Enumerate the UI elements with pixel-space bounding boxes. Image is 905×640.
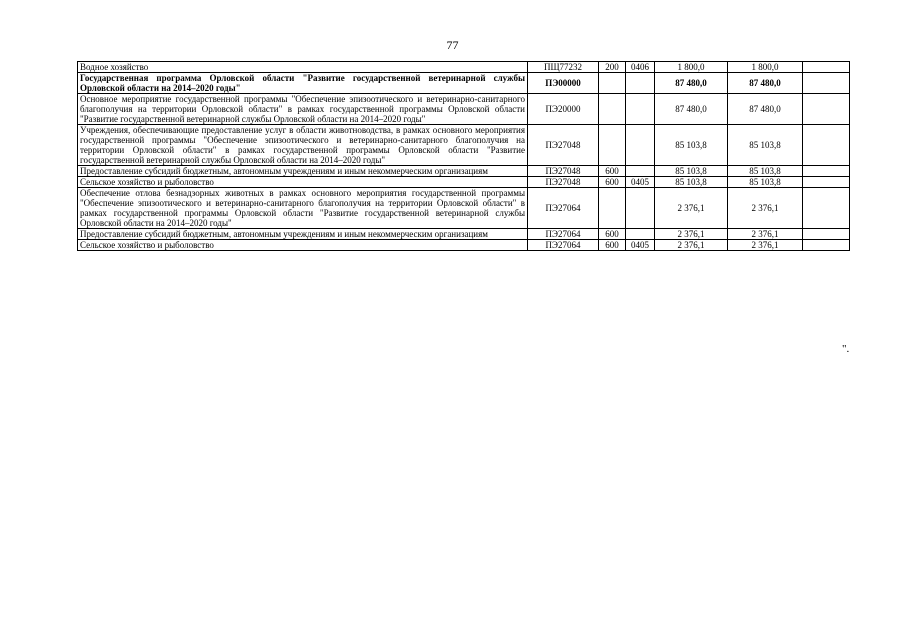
amount-cell: 87 480,0: [655, 73, 728, 94]
program-code-cell: ПЭ27064: [528, 240, 599, 251]
amount-cell: 2 376,1: [655, 188, 728, 229]
program-code-cell: ПЭ00000: [528, 73, 599, 94]
amount-cell: 2 376,1: [728, 240, 803, 251]
section-code-cell: [626, 166, 655, 177]
table-row: [78, 188, 850, 229]
amount-cell: 87 480,0: [655, 94, 728, 125]
table-row: [78, 125, 850, 166]
amount-cell: 1 800,0: [655, 62, 728, 73]
section-code-cell: [626, 188, 655, 229]
section-code-cell: [626, 229, 655, 240]
row-name-cell: Учреждения, обеспечивающие предоставление услуг в области животноводства, в рамках основного мероприятия государственной программы "Обеспечение эпизоотического и ветеринарно-санитарного благополучия на территории Орловской области" в рамках государственной программы Орловской области "Развитие государственной ветеринарной службы Орловской области на 2014–2020 годы": [78, 125, 528, 166]
program-code-cell: ПЭ27064: [528, 229, 599, 240]
row-name-cell: Основное мероприятие государственной программы "Обеспечение эпизоотического и ветеринарно-санитарного благополучия на территории Орловской области" в рамках государственной программы Орловской области "Развитие государственной ветеринарной службы Орловской области на 2014–2020 годы": [78, 94, 528, 125]
amount-cell: 2 376,1: [655, 229, 728, 240]
closing-quote: ".: [842, 343, 850, 355]
extra-amount-cell: [803, 166, 850, 177]
row-name-cell: Предоставление субсидий бюджетным, автономным учреждениям и иным некоммерческим организациям: [78, 166, 528, 177]
amount-cell: 85 103,8: [655, 166, 728, 177]
amount-cell: 85 103,8: [728, 177, 803, 188]
table-row: [78, 229, 850, 240]
row-name-cell: Обеспечение отлова безнадзорных животных в рамках основного мероприятия государственной программы "Обеспечение эпизоотического и ветеринарно-санитарного благополучия на территории Орловской области" в рамках государственной программы Орловской области "Развитие государственной ветеринарной службы Орловской области на 2014–2020 годы": [78, 188, 528, 229]
table-row: [78, 73, 850, 94]
budget-table: [77, 61, 850, 251]
program-code-cell: ПЭ27064: [528, 188, 599, 229]
table-body: [78, 62, 850, 251]
extra-amount-cell: [803, 62, 850, 73]
amount-cell: 85 103,8: [655, 177, 728, 188]
expense-type-cell: [599, 188, 626, 229]
extra-amount-cell: [803, 94, 850, 125]
expense-type-cell: [599, 125, 626, 166]
expense-type-cell: 600: [599, 229, 626, 240]
row-name-cell: Водное хозяйство: [78, 62, 528, 73]
expense-type-cell: 200: [599, 62, 626, 73]
section-code-cell: [626, 94, 655, 125]
amount-cell: 85 103,8: [728, 125, 803, 166]
section-code-cell: 0405: [626, 240, 655, 251]
row-name-cell: Сельское хозяйство и рыболовство: [78, 240, 528, 251]
table-row: [78, 166, 850, 177]
expense-type-cell: 600: [599, 240, 626, 251]
amount-cell: 87 480,0: [728, 94, 803, 125]
amount-cell: 1 800,0: [728, 62, 803, 73]
extra-amount-cell: [803, 229, 850, 240]
program-code-cell: ПЩ77232: [528, 62, 599, 73]
table-row: [78, 94, 850, 125]
section-code-cell: [626, 125, 655, 166]
expense-type-cell: [599, 73, 626, 94]
extra-amount-cell: [803, 188, 850, 229]
row-name-cell: Предоставление субсидий бюджетным, автономным учреждениям и иным некоммерческим организациям: [78, 229, 528, 240]
table-row: [78, 240, 850, 251]
section-code-cell: [626, 73, 655, 94]
program-code-cell: ПЭ27048: [528, 125, 599, 166]
table-row: [78, 177, 850, 188]
amount-cell: 85 103,8: [655, 125, 728, 166]
extra-amount-cell: [803, 125, 850, 166]
amount-cell: 2 376,1: [655, 240, 728, 251]
program-code-cell: ПЭ27048: [528, 166, 599, 177]
amount-cell: 87 480,0: [728, 73, 803, 94]
extra-amount-cell: [803, 177, 850, 188]
expense-type-cell: [599, 94, 626, 125]
expense-type-cell: 600: [599, 166, 626, 177]
row-name-cell: Сельское хозяйство и рыболовство: [78, 177, 528, 188]
amount-cell: 2 376,1: [728, 188, 803, 229]
table-row: [78, 62, 850, 73]
row-name-cell: Государственная программа Орловской области "Развитие государственной ветеринарной службы Орловской области на 2014–2020 годы": [78, 73, 528, 94]
expense-type-cell: 600: [599, 177, 626, 188]
program-code-cell: ПЭ27048: [528, 177, 599, 188]
page-number: 77: [446, 38, 459, 52]
amount-cell: 2 376,1: [728, 229, 803, 240]
extra-amount-cell: [803, 240, 850, 251]
section-code-cell: 0405: [626, 177, 655, 188]
extra-amount-cell: [803, 73, 850, 94]
amount-cell: 85 103,8: [728, 166, 803, 177]
program-code-cell: ПЭ20000: [528, 94, 599, 125]
section-code-cell: 0406: [626, 62, 655, 73]
